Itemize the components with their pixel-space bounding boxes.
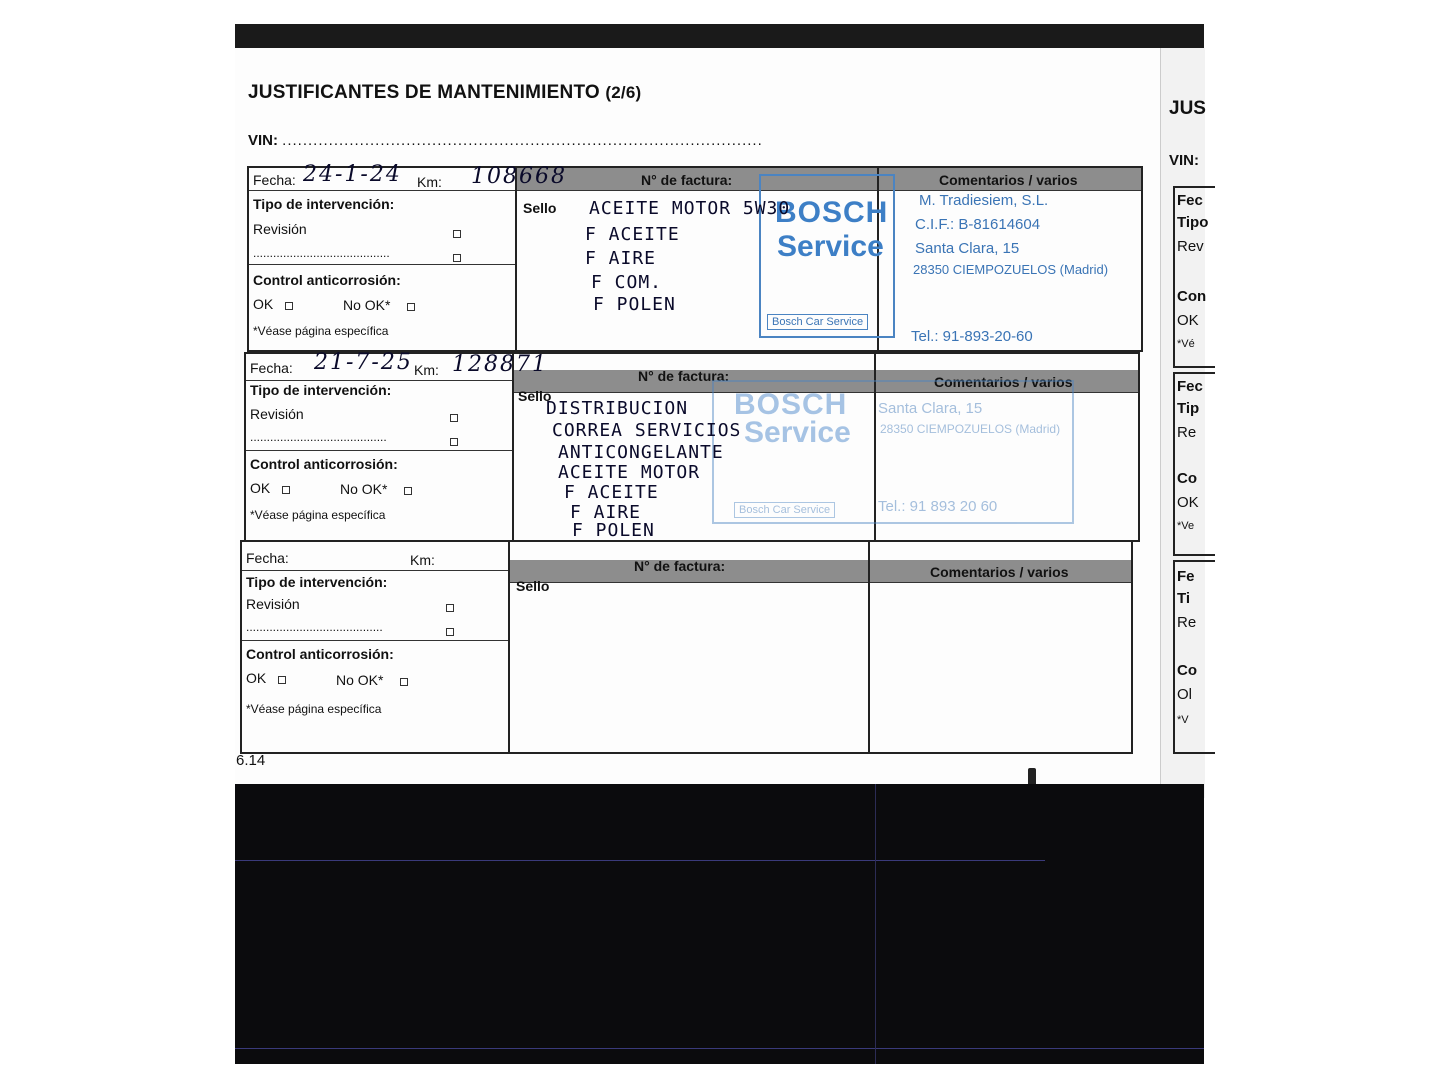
fecha-value: 24-1-24 <box>303 162 402 187</box>
stamp-street: Santa Clara, 15 <box>915 240 1020 257</box>
nook-checkbox[interactable] <box>407 303 415 311</box>
handwritten-note: ACEITE MOTOR 5W30 <box>589 198 791 219</box>
stamp-brand: BOSCH <box>734 388 848 421</box>
right-block-1: Fec Tipo Rev Con OK *Vé <box>1173 186 1215 368</box>
km-label: Km: <box>414 362 439 378</box>
ok-label: OK <box>253 296 274 312</box>
sello-label: Sello <box>523 200 557 216</box>
fecha-label: Fecha: <box>253 172 296 188</box>
dotted-line: ......................................... <box>250 430 387 444</box>
stamp-brand: BOSCH <box>775 196 889 229</box>
page-title: JUSTIFICANTES DE MANTENIMIENTO (2/6) <box>248 82 642 103</box>
stamp-cif: C.I.F.: B-81614604 <box>915 216 1041 233</box>
fecha-value: 21-7-25 <box>314 350 413 375</box>
title-part: (2/6) <box>605 83 642 102</box>
handwritten-note: F AIRE <box>585 248 657 269</box>
comentarios-label: Comentarios / varios <box>939 172 1078 188</box>
stamp-tel: Tel.: 91 893 20 60 <box>878 498 998 515</box>
entry-block-1 <box>247 162 1143 352</box>
nook-label: No OK* <box>343 297 391 313</box>
right-page-fragment <box>1160 48 1209 798</box>
page-number: 6.14 <box>236 752 266 769</box>
stamp-sub: Service <box>744 416 851 449</box>
bosch-stamp <box>712 380 1074 524</box>
maintenance-page <box>235 48 1160 798</box>
other-checkbox[interactable] <box>446 628 454 636</box>
handwritten-note: F POLEN <box>593 294 676 315</box>
scanner-shadow-area <box>235 784 1204 1064</box>
handwritten-note: F POLEN <box>572 520 655 541</box>
vease-note: *Véase página específica <box>253 324 389 338</box>
nook-label: No OK* <box>336 672 384 688</box>
tipo-label: Tipo de intervención: <box>246 574 388 590</box>
nook-label: No OK* <box>340 481 388 497</box>
ok-label: OK <box>250 480 271 496</box>
vin-line: VIN: ............................................................................................. <box>248 132 763 149</box>
revision-checkbox[interactable] <box>453 230 461 238</box>
right-vin-fragment: VIN: <box>1169 152 1199 169</box>
comentarios-label: Comentarios / varios <box>934 374 1073 390</box>
comentarios-label: Comentarios / varios <box>930 564 1069 580</box>
scan-top-shadow <box>235 24 1204 48</box>
stamp-street: Santa Clara, 15 <box>878 400 983 417</box>
anticorrosion-label: Control anticorrosión: <box>246 646 394 662</box>
ok-checkbox[interactable] <box>282 486 290 494</box>
km-value: 128871 <box>452 352 548 377</box>
vease-note: *Véase página específica <box>246 702 382 716</box>
handwritten-note: F AIRE <box>570 502 642 523</box>
revision-checkbox[interactable] <box>450 414 458 422</box>
other-checkbox[interactable] <box>450 438 458 446</box>
stamp-sub: Service <box>777 230 884 263</box>
km-value: 108668 <box>471 164 567 189</box>
stamp-company: M. Tradiesiem, S.L. <box>919 192 1049 209</box>
km-label: Km: <box>417 174 442 190</box>
dotted-line: ......................................... <box>253 246 390 260</box>
nook-checkbox[interactable] <box>400 678 408 686</box>
dotted-line: ......................................... <box>246 620 383 634</box>
column-divider <box>868 542 870 752</box>
entry-block-3 <box>240 540 1133 754</box>
km-label: Km: <box>410 552 435 568</box>
anticorrosion-label: Control anticorrosión: <box>253 272 401 288</box>
stamp-service-label: Bosch Car Service <box>767 314 868 330</box>
factura-label: N° de factura: <box>641 172 733 188</box>
stamp-city: 28350 CIEMPOZUELOS (Madrid) <box>913 262 1109 277</box>
right-block-3: Fe Ti Re Co Ol *V <box>1173 560 1215 754</box>
factura-label: N° de factura: <box>638 368 730 384</box>
anticorrosion-label: Control anticorrosión: <box>250 456 398 472</box>
stamp-tel: Tel.: 91-893-20-60 <box>911 328 1033 345</box>
other-checkbox[interactable] <box>453 254 461 262</box>
right-block-2: Fec Tip Re Co OK *Ve <box>1173 372 1215 556</box>
revision-checkbox[interactable] <box>446 604 454 612</box>
revision-label: Revisión <box>250 406 304 422</box>
ok-checkbox[interactable] <box>285 302 293 310</box>
stamp-city: 28350 CIEMPOZUELOS (Madrid) <box>880 422 1061 436</box>
sello-label: Sello <box>518 388 552 404</box>
handwritten-note: DISTRIBUCION <box>546 398 689 419</box>
handwritten-note: CORREA SERVICIOS <box>552 420 742 441</box>
vease-note: *Véase página específica <box>250 508 386 522</box>
ok-checkbox[interactable] <box>278 676 286 684</box>
handwritten-note: F COM. <box>591 272 663 293</box>
fecha-label: Fecha: <box>250 360 293 376</box>
fecha-label: Fecha: <box>246 550 289 566</box>
handwritten-note: F ACEITE <box>564 482 659 503</box>
scanned-document <box>235 24 1209 1064</box>
handwritten-note: ACEITE MOTOR <box>558 462 701 483</box>
entry-block-2 <box>244 352 1140 542</box>
revision-label: Revisión <box>246 596 300 612</box>
ok-label: OK <box>246 670 267 686</box>
nook-checkbox[interactable] <box>404 487 412 495</box>
handwritten-note: F ACEITE <box>585 224 680 245</box>
tipo-label: Tipo de intervención: <box>253 196 395 212</box>
factura-label: N° de factura: <box>634 558 726 574</box>
right-title-fragment: JUS <box>1169 98 1206 119</box>
handwritten-note: ANTICONGELANTE <box>558 442 724 463</box>
stamp-service-label: Bosch Car Service <box>734 502 835 518</box>
revision-label: Revisión <box>253 221 307 237</box>
sello-label: Sello <box>516 578 550 594</box>
tipo-label: Tipo de intervención: <box>250 382 392 398</box>
